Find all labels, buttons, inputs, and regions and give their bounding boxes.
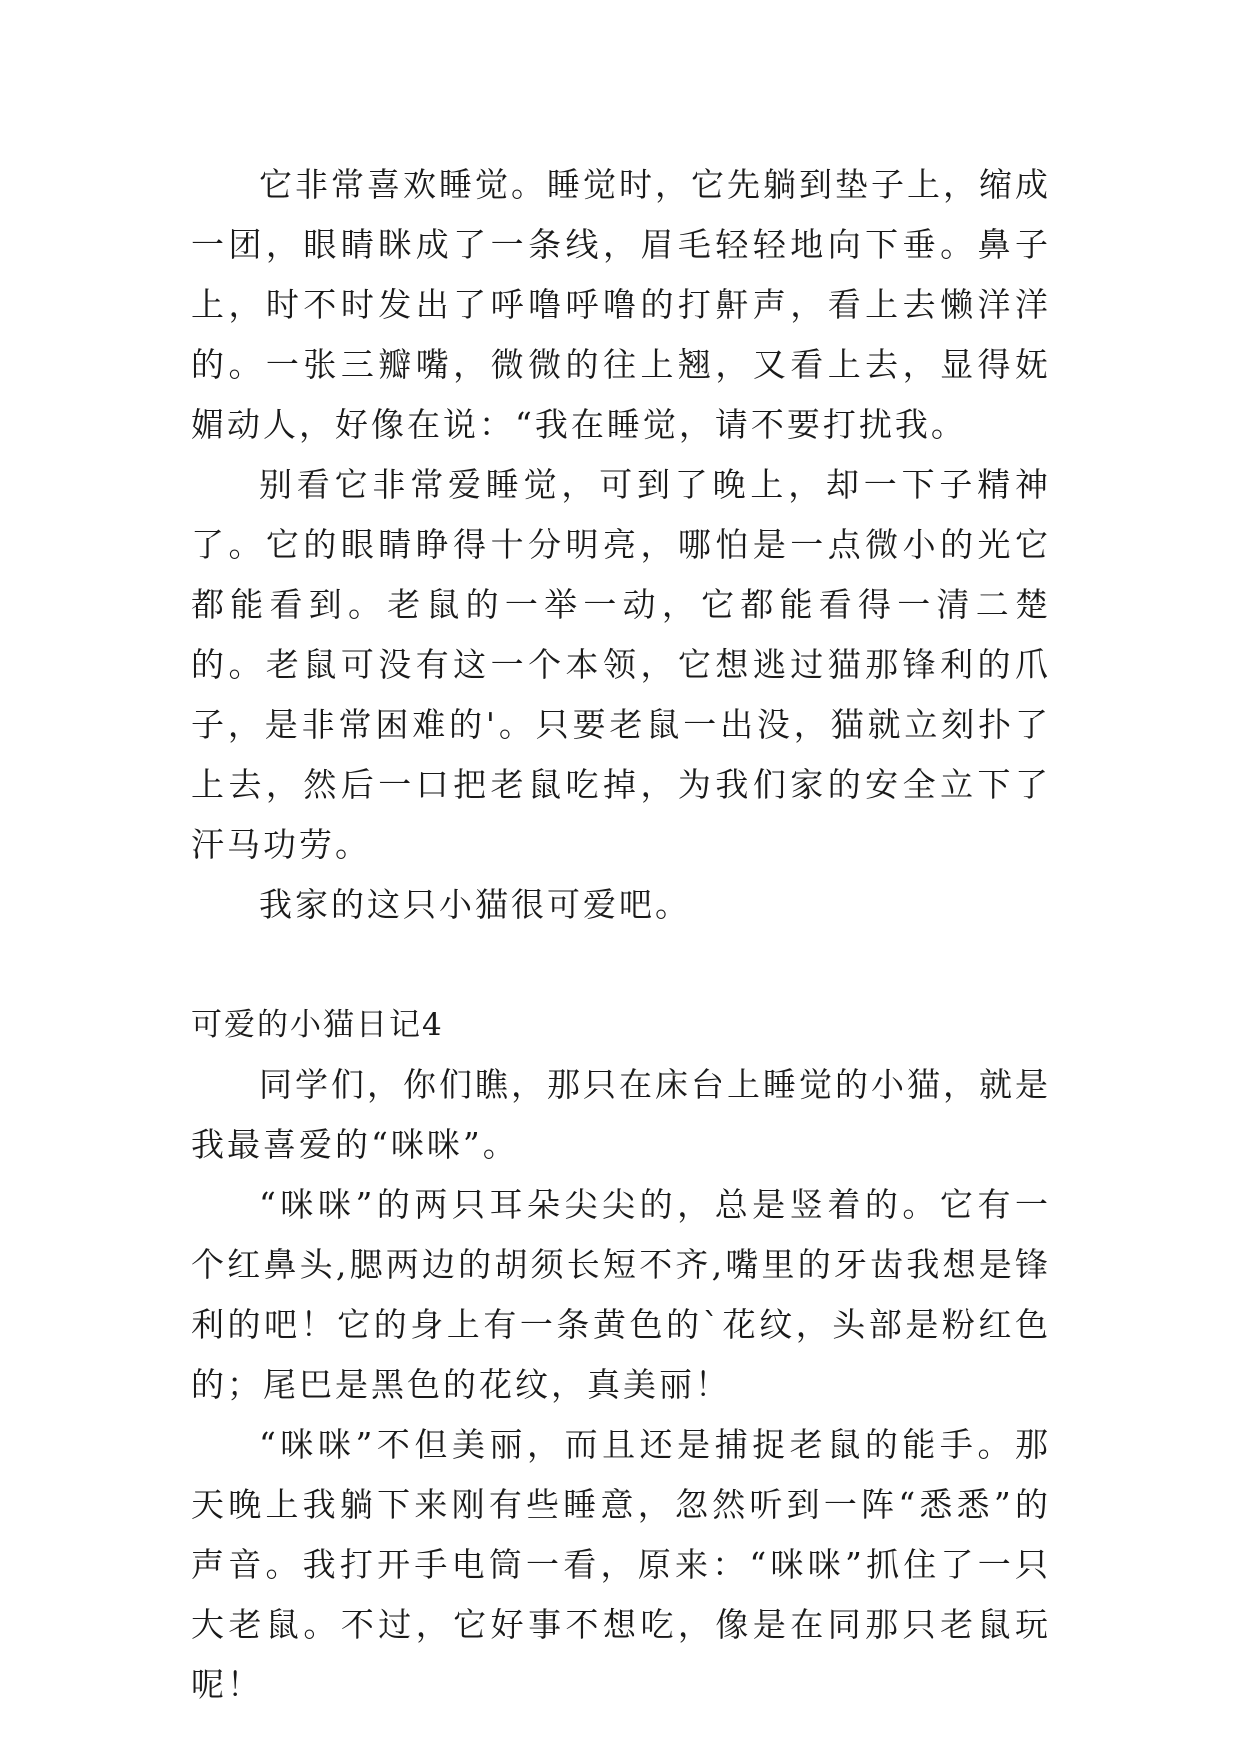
paragraph: “咪咪”不但美丽，而且还是捕捉老鼠的能手。那天晚上我躺下来刚有些睡意，忽然听到一阵“悉悉”的声音。我打开手电筒一看，原来：“咪咪”抓住了一只大老鼠。不过，它好事不想吃，像是在同那只老鼠玩呢！	[191, 1425, 1051, 1704]
paragraph: 同学们，你们瞧，那只在床台上睡觉的小猫，就是我最喜爱的“咪咪”。	[191, 1065, 1051, 1164]
paragraph: “咪咪”的两只耳朵尖尖的，总是竖着的。它有一个红鼻头,腮两边的胡须长短不齐,嘴里的牙齿我想是锋利的吧！它的身上有一条黄色的`花纹，头部是粉红色的；尾巴是黑色的花纹，真美丽！	[191, 1185, 1051, 1404]
section-title: 可爱的小猫日记4	[191, 1007, 444, 1043]
paragraph: 别看它非常爱睡觉，可到了晚上，却一下子精神了。它的眼睛睁得十分明亮，哪怕是一点微小的光它都能看到。老鼠的一举一动，它都能看得一清二楚的。老鼠可没有这一个本领，它想逃过猫那锋利的爪子，是非常困难的'。只要老鼠一出没，猫就立刻扑了上去，然后一口把老鼠吃掉，为我们家的安全立下了汗马功劳。	[191, 465, 1051, 864]
paragraph: 我家的这只小猫很可爱吧。	[259, 885, 691, 924]
section-spacer	[191, 935, 1051, 995]
document-body	[191, 155, 1051, 1715]
paragraph: 它非常喜欢睡觉。睡觉时，它先躺到垫子上，缩成一团，眼睛眯成了一条线，眉毛轻轻地向下垂。鼻子上，时不时发出了呼噜呼噜的打鼾声，看上去懒洋洋的。一张三瓣嘴，微微的往上翘，又看上去，显得妩媚动人，好像在说：“我在睡觉，请不要打扰我。	[191, 165, 1051, 444]
